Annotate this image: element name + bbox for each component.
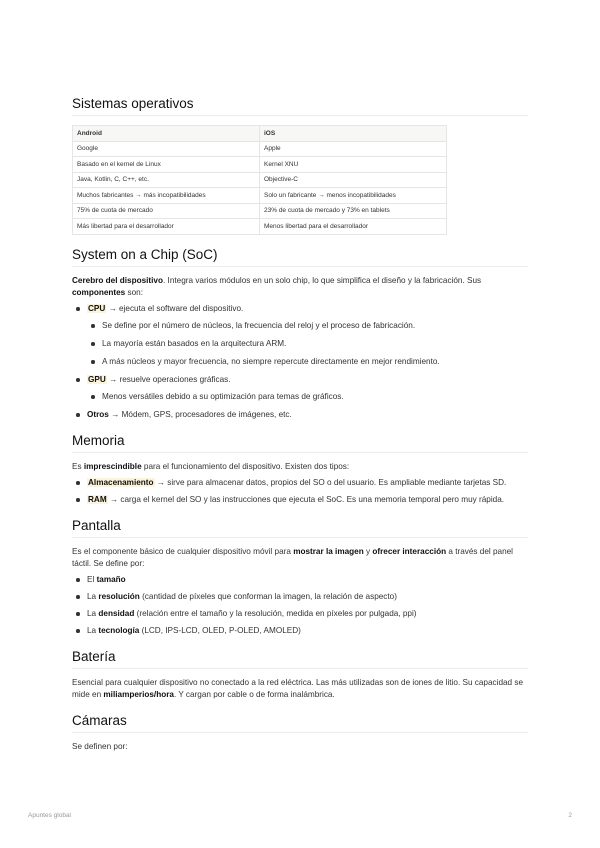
bold-text: tecnología: [98, 625, 140, 635]
footer-title: Apuntes global: [28, 812, 72, 819]
text-span: → ejecuta el software del dispositivo.: [106, 303, 244, 313]
text-span: Esencial para cualquier dispositivo no conectado a la red eléctrica. Las más utilizadas son de iones de litio. Su capacidad se mide en: [72, 677, 524, 699]
text-span: El: [87, 574, 97, 584]
soc-list: [72, 303, 528, 421]
list-item: Se define por el número de núcleos, la frecuencia del reloj y el proceso de fabricación.: [87, 320, 528, 332]
section-memoria: [72, 433, 528, 506]
pantalla-intro: [72, 546, 528, 570]
bold-text: miliamperios/hora: [103, 689, 174, 699]
heading-camaras: Cámaras: [72, 713, 528, 733]
list-item-ram: [72, 494, 528, 506]
table-cell: Java, Kotlin, C, C++, etc.: [73, 172, 260, 188]
memoria-intro: [72, 461, 528, 473]
text-span: → Módem, GPS, procesadores de imágenes, etc.: [108, 409, 292, 419]
pantalla-list: [72, 574, 528, 637]
section-soc: [72, 247, 528, 421]
list-item: La mayoría están basados en la arquitectura ARM.: [87, 338, 528, 350]
table-header-row: [73, 126, 447, 142]
table-cell: Solo un fabricante → menos incopatibilidades: [260, 188, 447, 204]
list-item: Menos versátiles debido a su optimización para temas de gráficos.: [87, 391, 528, 403]
table-cell: Muchos fabricantes → más incopatibilidades: [73, 188, 260, 204]
page-footer: [28, 812, 572, 819]
document-page: [72, 96, 528, 753]
table-row: [73, 172, 447, 188]
heading-memoria: Memoria: [72, 433, 528, 453]
table-row: [73, 188, 447, 204]
table-row: [73, 141, 447, 157]
list-item-cpu: [72, 303, 528, 368]
text-span: → resuelve operaciones gráficas.: [106, 374, 231, 384]
table-row: [73, 219, 447, 235]
text-span: → sirve para almacenar datos, propios del SO o del usuario. Es ampliable mediante tarjetas SD.: [154, 477, 507, 487]
table-cell: Kernel XNU: [260, 157, 447, 173]
table-cell: Basado en el kernel de Linux: [73, 157, 260, 173]
page-number: 2: [568, 812, 572, 819]
memoria-list: [72, 477, 528, 506]
highlight-gpu: GPU: [88, 374, 106, 384]
bold-text: densidad: [98, 608, 135, 618]
highlight-almacenamiento: Almacenamiento: [88, 477, 154, 487]
bold-text: Otros: [87, 409, 109, 419]
text-span: para el funcionamiento del dispositivo. Existen dos tipos:: [141, 461, 350, 471]
bold-text: componentes: [72, 287, 126, 297]
table-cell: Google: [73, 141, 260, 157]
text-span: La: [87, 608, 99, 618]
text-span: La: [87, 625, 99, 635]
section-bateria: [72, 649, 528, 701]
bateria-text: [72, 677, 528, 701]
highlight-ram: RAM: [88, 494, 107, 504]
bold-text: resolución: [98, 591, 140, 601]
text-span: → carga el kernel del SO y las instrucciones que ejecuta el SoC. Es una memoria temporal pero muy rápida.: [107, 494, 505, 504]
table-row: [73, 157, 447, 173]
heading-sistemas-operativos: Sistemas operativos: [72, 96, 528, 116]
table-cell: Objective-C: [260, 172, 447, 188]
text-span: son:: [125, 287, 143, 297]
section-pantalla: [72, 518, 528, 637]
list-item: [72, 591, 528, 603]
bold-text: Cerebro del dispositivo: [72, 275, 163, 285]
bold-text: imprescindible: [83, 461, 142, 471]
table-header-cell: iOS: [260, 126, 447, 142]
text-span: . Integra varios módulos en un solo chip, lo que simplifica el diseño y la fabricación. Sus: [163, 275, 482, 285]
text-span: . Y cargan por cable o de forma inalámbrica.: [173, 689, 335, 699]
highlight-cpu: CPU: [88, 303, 106, 313]
table-cell: 75% de cuota de mercado: [73, 203, 260, 219]
list-item-almacenamiento: [72, 477, 528, 489]
list-item: A más núcleos y mayor frecuencia, no siempre repercute directamente en mejor rendimiento.: [87, 356, 528, 368]
text-span: La: [87, 591, 99, 601]
list-item-otros: [72, 409, 528, 421]
bold-text: tamaño: [96, 574, 126, 584]
text-span: y: [363, 546, 373, 556]
list-item-gpu: [72, 374, 528, 403]
list-item: [72, 608, 528, 620]
bold-text: mostrar la imagen: [293, 546, 364, 556]
bold-text: ofrecer interacción: [372, 546, 447, 556]
text-span: a través del panel táctil. Se define por:: [72, 546, 514, 568]
soc-intro: [72, 275, 528, 299]
text-span: (cantidad de píxeles que conforman la imagen, la relación de aspecto): [139, 591, 397, 601]
table-cell: 23% de cuota de mercado y 73% en tablets: [260, 203, 447, 219]
table-cell: Menos libertad para el desarrollador: [260, 219, 447, 235]
section-camaras: [72, 713, 528, 753]
camaras-text: Se definen por:: [72, 741, 128, 751]
text-span: (relación entre el tamaño y la resolución, medida en píxeles por pulgada, ppi): [134, 608, 417, 618]
text-span: (LCD, IPS-LCD, OLED, P-OLED, AMOLED): [139, 625, 301, 635]
list-item: [72, 625, 528, 637]
heading-bateria: Batería: [72, 649, 528, 669]
cpu-sublist: [87, 320, 528, 368]
text-span: Es: [72, 461, 84, 471]
table-cell: Más libertad para el desarrollador: [73, 219, 260, 235]
comparison-table: [72, 125, 447, 235]
list-item: [72, 574, 528, 586]
table-row: [73, 203, 447, 219]
table-header-cell: Android: [73, 126, 260, 142]
table-cell: Apple: [260, 141, 447, 157]
heading-pantalla: Pantalla: [72, 518, 528, 538]
text-span: Es el componente básico de cualquier dispositivo móvil para: [72, 546, 294, 556]
gpu-sublist: [87, 391, 528, 403]
heading-soc: System on a Chip (SoC): [72, 247, 528, 267]
